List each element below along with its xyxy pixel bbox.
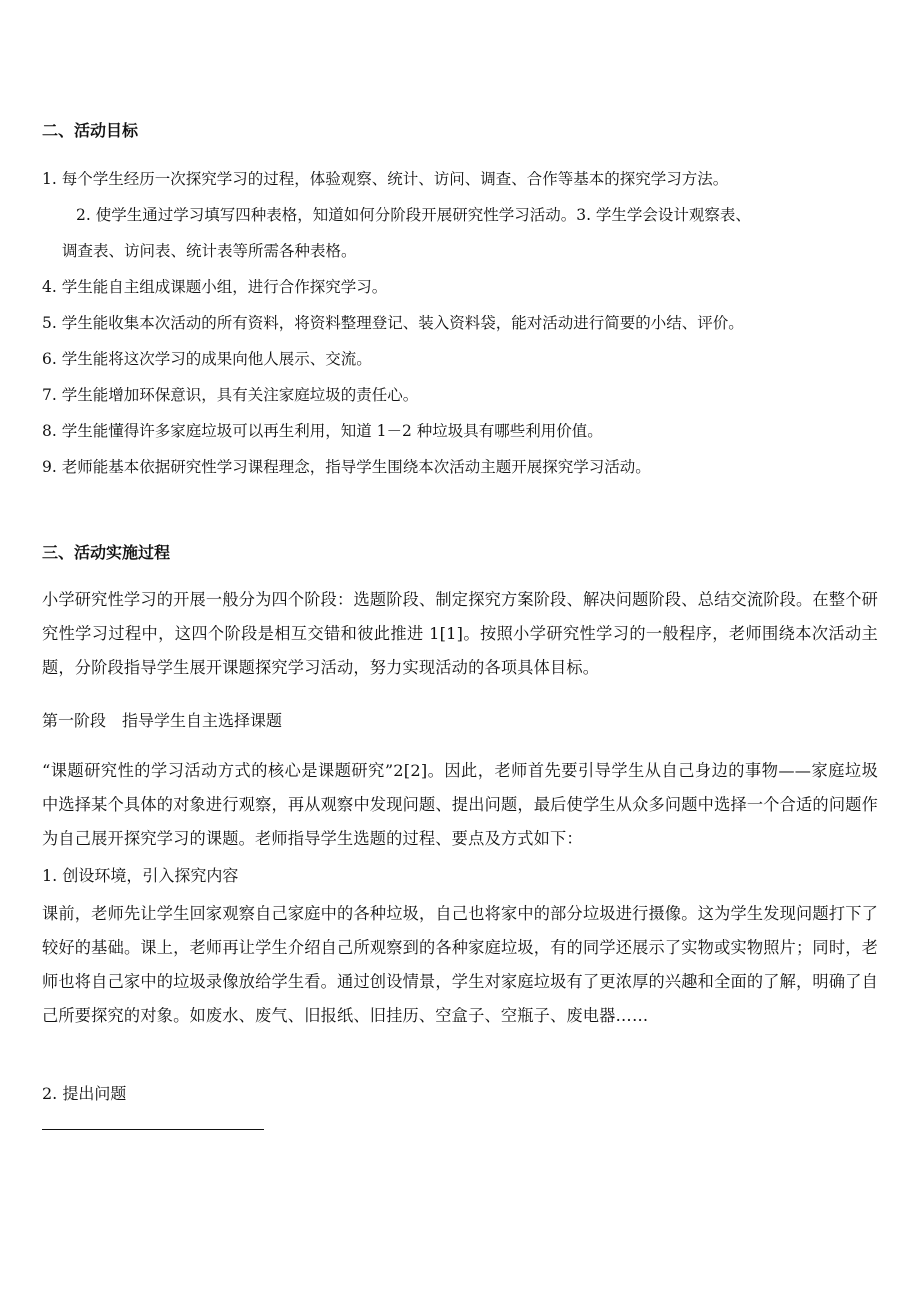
goal-item-9: 9. 老师能基本依据研究性学习课程理念，指导学生围绕本次活动主题开展探究学习活动。 — [42, 458, 651, 476]
goal-item-3-continued: 调查表、访问表、统计表等所需各种表格。 — [62, 242, 357, 260]
stage-1-title: 第一阶段 指导学生自主选择课题 — [42, 711, 283, 730]
goal-item-1: 1. 每个学生经历一次探究学习的过程，体验观察、统计、访问、调查、合作等基本的探究学习方法。 — [42, 170, 729, 188]
step-1-paragraph: 课前，老师先让学生回家观察自己家庭中的各种垃圾，自己也将家中的部分垃圾进行摄像。这为学生发现问题打下了较好的基础。课上，老师再让学生介绍自己所观察到的各种家庭垃圾，有的同学还展示了实物或实物照片；同时，老师也将自己家中的垃圾录像放给学生看。通过创设情景，学生对家庭垃圾有了更浓厚的兴趣和全面的了解，明确了自己所要探究的对象。如废水、废气、旧报纸、旧挂历、空盒子、空瓶子、废电器…… — [42, 904, 878, 1025]
footnote-separator — [42, 1129, 264, 1130]
step-1-title: 1. 创设环境，引入探究内容 — [42, 866, 239, 885]
goal-item-7: 7. 学生能增加环保意识，具有关注家庭垃圾的责任心。 — [42, 386, 419, 404]
goal-item-6: 6. 学生能将这次学习的成果向他人展示、交流。 — [42, 350, 372, 368]
goal-item-5: 5. 学生能收集本次活动的所有资料，将资料整理登记、装入资料袋，能对活动进行简要的小结、评价。 — [42, 314, 744, 332]
process-intro-paragraph: 小学研究性学习的开展一般分为四个阶段：选题阶段、制定探究方案阶段、解决问题阶段、总结交流阶段。在整个研究性学习过程中，这四个阶段是相互交错和彼此推进 1[1]。按照小学研究性学习的一般程序，老师围绕本次活动主题，分阶段指导学生展开课题探究学习活动，努力实现活动的各项具体目标。 — [42, 590, 878, 677]
goal-item-8: 8. 学生能懂得许多家庭垃圾可以再生利用，知道 1－2 种垃圾具有哪些利用价值。 — [42, 422, 603, 440]
stage-1-paragraph: “课题研究性的学习活动方式的核心是课题研究”2[2]。因此，老师首先要引导学生从自己身边的事物——家庭垃圾中选择某个具体的对象进行观察，再从观察中发现问题、提出问题，最后使学生从众多问题中选择一个合适的问题作为自己展开探究学习的课题。老师指导学生选题的过程、要点及方式如下： — [42, 761, 878, 848]
section-heading-process: 三、活动实施过程 — [42, 543, 171, 562]
step-2-title: 2. 提出问题 — [42, 1084, 127, 1103]
goal-item-2-3: 2. 使学生通过学习填写四种表格，知道如何分阶段开展研究性学习活动。3. 学生学会设计观察表、 — [76, 206, 751, 224]
section-heading-goals: 二、活动目标 — [42, 121, 139, 140]
goal-item-4: 4. 学生能自主组成课题小组，进行合作探究学习。 — [42, 278, 388, 296]
